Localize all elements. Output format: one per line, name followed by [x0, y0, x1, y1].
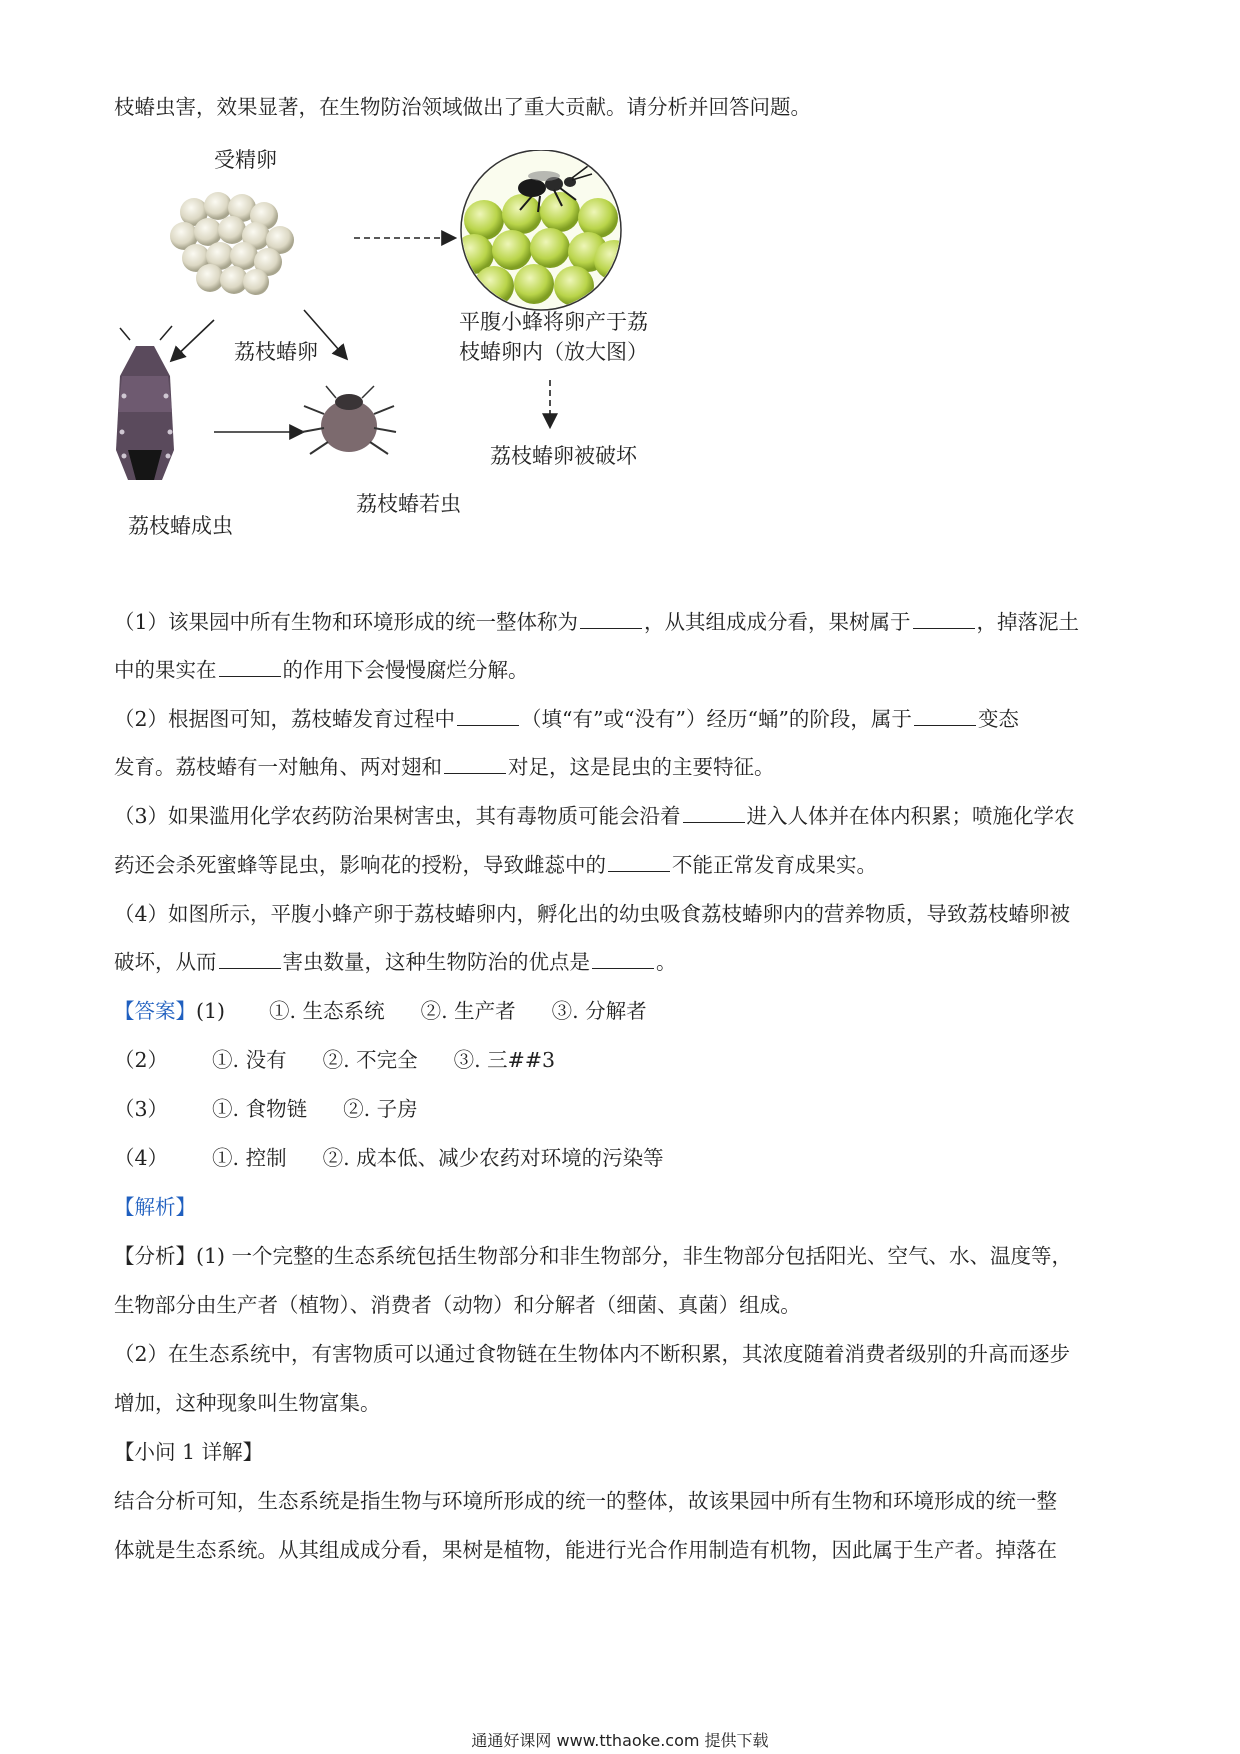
answer-blank	[444, 753, 506, 774]
question-2-line2: 发育。荔枝蝽有一对触角、两对翅和 对足，这是昆虫的主要特征。	[114, 755, 775, 779]
nymph-bug-image	[302, 386, 396, 454]
label-wasp-line2: 枝蝽卵内（放大图）	[459, 340, 648, 364]
answer-1: 【答案】(1) ①. 生态系统 ②. 生产者 ③. 分解者	[114, 999, 647, 1023]
answer-blank	[914, 705, 976, 726]
sub-question-tag: 【小问 1 详解】	[114, 1440, 264, 1464]
analysis-p1-line1: 【分析】(1) 一个完整的生态系统包括生物部分和非生物部分，非生物部分包括阳光、空气、水、温度等，	[114, 1244, 1073, 1268]
egg-cluster-image	[170, 192, 294, 295]
answer-blank	[592, 948, 654, 969]
answer-blank	[580, 608, 642, 629]
answer-blank	[457, 705, 519, 726]
answer-4: （4） ①. 控制 ②. 成本低、减少农药对环境的污染等	[114, 1146, 664, 1170]
question-1-line2: 中的果实在 的作用下会慢慢腐烂分解。	[114, 658, 529, 682]
analysis-p3-line1: 结合分析可知，生态系统是指生物与环境所形成的统一的整体，故该果园中所有生物和环境形成的统一整	[114, 1489, 1057, 1513]
question-4-line2: 破坏，从而 害虫数量，这种生物防治的优点是 。	[114, 950, 677, 974]
answer-blank	[913, 608, 975, 629]
label-fertilized-egg: 受精卵	[214, 148, 277, 172]
answer-3: （3） ①. 食物链 ②. 子房	[114, 1097, 418, 1121]
answer-tag: 【答案】	[114, 999, 196, 1023]
question-3-line1: （3）如果滥用化学农药防治果树害虫，其有毒物质可能会沿着 进入人体并在体内积累；喷施化学农	[114, 804, 1075, 828]
life-cycle-figure	[114, 150, 734, 580]
adult-bug-image	[116, 326, 174, 480]
question-1-line1: （1）该果园中所有生物和环境形成的统一整体称为 ，从其组成成分看，果树属于 ，掉落泥土	[114, 610, 1080, 634]
label-egg: 荔枝蝽卵	[234, 340, 318, 364]
analysis-tag: 【解析】	[114, 1195, 196, 1219]
page-footer: 通通好课网 www.tthaoke.com 提供下载	[471, 1731, 769, 1750]
arrow-egg-to-adult	[172, 320, 214, 360]
intro-text: 枝蝽虫害，效果显著，在生物防治领域做出了重大贡献。请分析并回答问题。	[114, 95, 811, 119]
label-nymph: 荔枝蝽若虫	[356, 492, 461, 516]
answer-2: （2） ①. 没有 ②. 不完全 ③. 三##3	[114, 1048, 556, 1072]
answer-blank	[219, 656, 281, 677]
label-wasp-line1: 平腹小蜂将卵产于荔	[459, 310, 648, 334]
answer-blank	[683, 802, 745, 823]
label-destroyed: 荔枝蝽卵被破坏	[490, 444, 637, 468]
analysis-p3-line2: 体就是生态系统。从其组成成分看，果树是植物，能进行光合作用制造有机物，因此属于生产者。掉落在	[114, 1538, 1057, 1562]
label-adult: 荔枝蝽成虫	[128, 514, 233, 538]
magnified-view-image	[454, 150, 634, 310]
answer-blank	[608, 851, 670, 872]
question-2-line1: （2）根据图可知，荔枝蝽发育过程中 （填“有”或“没有”）经历“蛹”的阶段，属于 变态	[114, 707, 1019, 731]
question-4-line1: （4）如图所示，平腹小蜂产卵于荔枝蝽卵内，孵化出的幼虫吸食荔枝蝽卵内的营养物质，导致荔枝蝽卵被	[114, 902, 1071, 926]
analysis-p2-line2: 增加，这种现象叫生物富集。	[114, 1391, 381, 1415]
analysis-p2-line1: （2）在生态系统中，有害物质可以通过食物链在生物体内不断积累，其浓度随着消费者级别的升高而逐步	[114, 1342, 1071, 1366]
question-3-line2: 药还会杀死蜜蜂等昆虫，影响花的授粉，导致雌蕊中的 不能正常发育成果实。	[114, 853, 877, 877]
answer-blank	[219, 948, 281, 969]
analysis-p1-line2: 生物部分由生产者（植物）、消费者（动物）和分解者（细菌、真菌）组成。	[114, 1293, 801, 1317]
